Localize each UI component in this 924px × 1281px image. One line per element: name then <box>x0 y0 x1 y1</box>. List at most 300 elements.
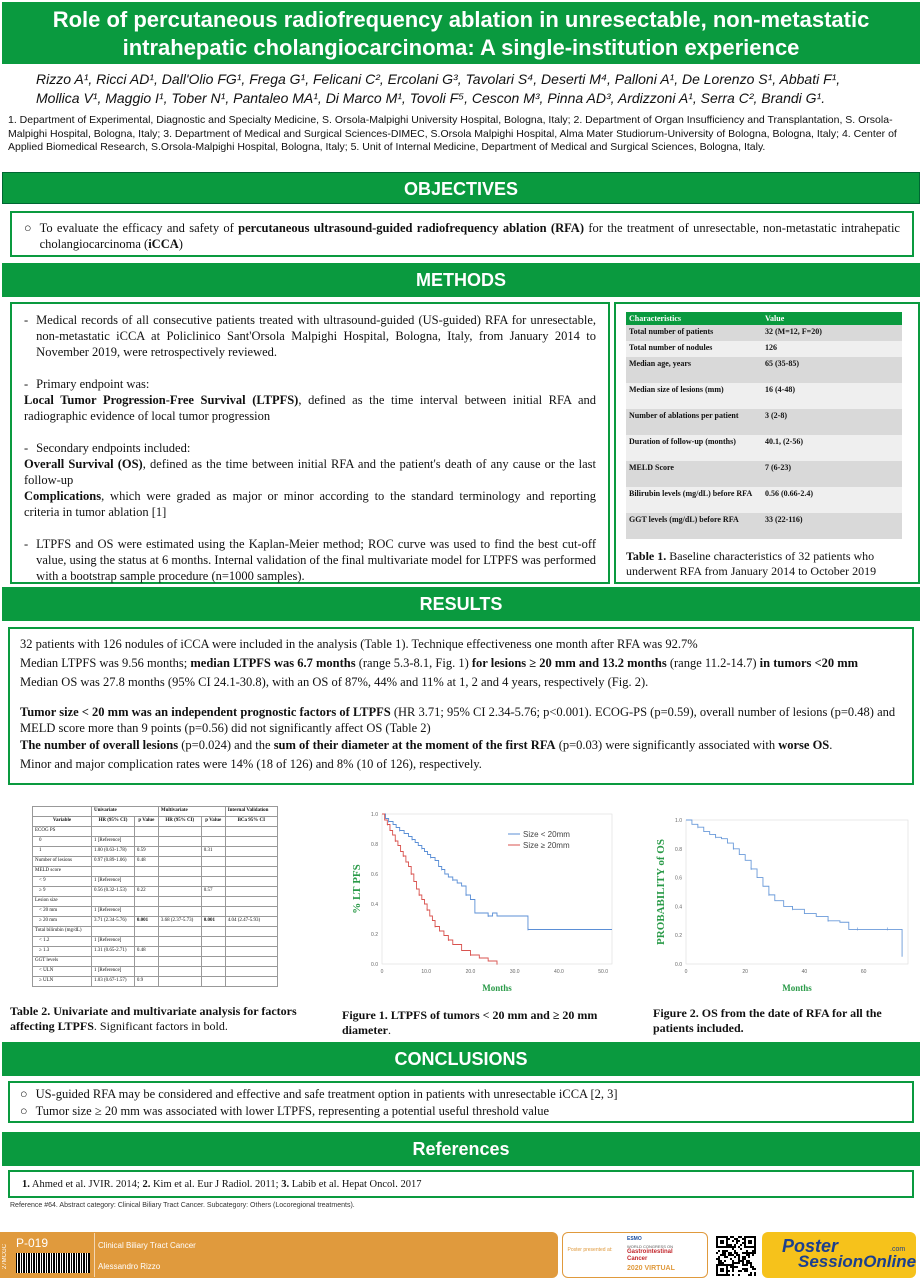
qr-module <box>724 1236 726 1238</box>
results-line-4b: (HR 3.71; 95% CI 2.34-5.76; p<0.001). ECOG-PS (p=0.59), overall number of lesions (p=0.48) and MELD score more than 9 points (p=0.56) did not significantly affect OS (Table 2) <box>20 705 896 735</box>
table1-key: Total number of nodules <box>626 341 762 357</box>
results-line-2f: in tumors <20 mm <box>759 656 859 670</box>
qr-module <box>746 1270 748 1272</box>
y-tick-label: 1.0 <box>371 812 378 818</box>
qr-module <box>734 1246 736 1248</box>
qr-module <box>716 1272 718 1274</box>
qr-module <box>754 1242 756 1244</box>
qr-module <box>732 1246 734 1248</box>
qr-module <box>744 1246 746 1248</box>
congress-line-1: WORLD CONGRESS ON <box>627 1244 674 1249</box>
table2-cell <box>158 937 201 947</box>
table2-cell: 0.59 <box>134 847 158 857</box>
table1-header-cell: Value <box>762 312 902 325</box>
qr-module <box>744 1236 746 1238</box>
table1-caption <box>626 549 906 579</box>
table2-cell <box>134 827 158 837</box>
qr-module <box>746 1250 748 1252</box>
qr-module <box>732 1254 734 1256</box>
qr-module <box>726 1242 728 1244</box>
qr-module <box>736 1242 738 1244</box>
table2-cell <box>201 957 225 967</box>
qr-module <box>732 1248 734 1250</box>
qr-module <box>716 1244 718 1246</box>
qr-module <box>732 1240 734 1242</box>
qr-module <box>734 1266 736 1268</box>
poster-title: Role of percutaneous radiofrequency ablation in unresectable, non-metastatic intrahepatic cholangiocarcinoma: A single-institution experience <box>2 2 920 64</box>
ref-1-num: 1. <box>22 1179 30 1190</box>
table-row <box>33 977 278 987</box>
table2-cell <box>225 897 277 907</box>
barcode-icon <box>16 1253 90 1273</box>
table1-row <box>626 461 902 487</box>
conclusions-box <box>8 1081 914 1123</box>
results-line-5c: sum of their diameter at the moment of the first RFA <box>273 738 556 752</box>
legend-label: Size ≥ 20mm <box>523 841 570 850</box>
qr-module <box>750 1236 752 1238</box>
table2-cell <box>201 857 225 867</box>
qr-module <box>718 1264 720 1266</box>
table2-cell <box>158 847 201 857</box>
methods-p1: Medical records of all consecutive patients treated with ultrasound-guided (US-guided) RFA for unresectable, non-metastatic iCCA at Policlinico Sant'Orsola Malpighi Hospital, Bologna, Italy, from January 2014 to November 2019, were retrospectively reviewed. <box>36 313 596 359</box>
qr-module <box>744 1264 746 1266</box>
table2-cell <box>201 927 225 937</box>
qr-module <box>744 1256 746 1258</box>
table2-cell <box>201 897 225 907</box>
y-tick-label: 0.8 <box>675 846 682 853</box>
table2-cell: 1.31 (0.65-2.71) <box>91 947 134 957</box>
qr-module <box>748 1252 750 1254</box>
qr-module <box>738 1260 740 1262</box>
table2-cell <box>91 897 134 907</box>
table1-key: Median age, years <box>626 357 762 383</box>
table2-cell <box>134 837 158 847</box>
brand-suffix: .com <box>890 1246 906 1253</box>
qr-module <box>730 1246 732 1248</box>
qr-module <box>716 1270 718 1272</box>
qr-module <box>742 1264 744 1266</box>
table2-caption <box>10 1004 330 1034</box>
table2-col-header: BCa 95% CI <box>225 817 277 827</box>
qr-module <box>724 1246 726 1248</box>
brand-part-1: Poster <box>782 1236 839 1256</box>
dash-marker: - <box>24 537 29 551</box>
qr-module <box>722 1264 724 1266</box>
section-results-header: RESULTS <box>2 587 920 621</box>
qr-module <box>732 1236 734 1238</box>
table2-cell: 0.001 <box>201 917 225 927</box>
results-line-5e: worse OS <box>778 738 830 752</box>
objectives-text-mid: for the treatment of unresectable, non-metastatic intrahepatic cholangiocarcinoma ( <box>39 221 900 251</box>
qr-module <box>742 1258 744 1260</box>
x-tick-label: 20 <box>742 969 748 975</box>
table2-cell <box>201 977 225 987</box>
x-tick-label: 0 <box>684 969 688 975</box>
table1-row <box>626 513 902 539</box>
conclusion-1: US-guided RFA may be considered and effective and safe treatment option in patients with unresectable iCCA [2, 3] <box>35 1087 618 1101</box>
table2-cell <box>225 947 277 957</box>
section-conclusions-header: CONCLUSIONS <box>2 1042 920 1076</box>
qr-module <box>742 1256 744 1258</box>
y-tick-label: 0.2 <box>371 932 378 938</box>
qr-module <box>754 1250 756 1252</box>
qr-module <box>736 1240 738 1242</box>
qr-module <box>740 1236 742 1238</box>
x-tick-label: 40 <box>801 969 808 975</box>
qr-module <box>720 1264 722 1266</box>
brand-part-2: SessionOnline <box>798 1252 917 1271</box>
y-tick-label: 0.6 <box>675 875 682 882</box>
qr-module <box>718 1246 720 1248</box>
qr-module <box>720 1270 722 1272</box>
table2-group-internal: Internal Validation <box>225 807 277 817</box>
qr-module <box>738 1274 740 1276</box>
table1-row <box>626 383 902 409</box>
methods-ltpfs-bold: Local Tumor Progression-Free Survival (LTPFS) <box>24 393 299 407</box>
qr-module <box>750 1262 752 1264</box>
qr-module <box>744 1270 746 1272</box>
table2-cell: GGT levels <box>33 957 92 967</box>
table2-cell: 0.31 <box>201 847 225 857</box>
methods-box <box>10 302 610 584</box>
qr-module <box>734 1250 736 1252</box>
qr-module <box>720 1260 722 1262</box>
table2-cell: 4.04 (2.47-5.93) <box>225 917 277 927</box>
qr-module <box>716 1268 718 1270</box>
qr-module <box>732 1264 734 1266</box>
table1-header-cell: Characteristics <box>626 312 762 325</box>
qr-module <box>716 1242 718 1244</box>
bullet-marker: ○ <box>20 1087 28 1101</box>
x-tick-label: 30.0 <box>509 969 520 975</box>
results-line-5d: (p=0.03) were significantly associated with <box>555 738 779 752</box>
table2-cell: MELD score <box>33 867 92 877</box>
qr-module <box>754 1248 756 1250</box>
table2-cell: 0.97 (0.89-1.06) <box>91 857 134 867</box>
table2-cell: 1 [Reference] <box>91 837 134 847</box>
qr-module <box>726 1272 728 1274</box>
table2-cell <box>158 867 201 877</box>
qr-module <box>722 1242 724 1244</box>
qr-module <box>722 1240 724 1242</box>
qr-module <box>752 1254 754 1256</box>
dash-marker: - <box>24 441 29 455</box>
methods-p4: LTPFS and OS were estimated using the Kaplan-Meier method; ROC curve was used to find the best cut-off value, using the status at 6 months. Internal validation of the final multivariate model for LTPFS was performed with a bootstrap sample procedure (n=1000 samples). <box>36 537 596 583</box>
qr-module <box>718 1236 720 1238</box>
table2-cell <box>134 927 158 937</box>
qr-module <box>716 1240 718 1242</box>
qr-module <box>726 1250 728 1252</box>
table2-cell: Total bilirubin (mg/dL) <box>33 927 92 937</box>
y-tick-label: 0.4 <box>371 902 378 908</box>
qr-module <box>742 1238 744 1240</box>
qr-module <box>732 1266 734 1268</box>
x-tick-label: 20.0 <box>465 969 476 975</box>
qr-module <box>750 1240 752 1242</box>
table1-key: Median size of lesions (mm) <box>626 383 762 409</box>
table1-key: Bilirubin levels (mg/dL) before RFA <box>626 487 762 513</box>
table-row <box>33 927 278 937</box>
qr-module <box>754 1274 756 1276</box>
congress-line-2: Gastrointestinal <box>627 1249 673 1255</box>
table2-cell <box>91 927 134 937</box>
figure2-caption: Figure 2. OS from the date of RFA for all the patients included. <box>653 1006 882 1035</box>
qr-module <box>744 1244 746 1246</box>
qr-module <box>728 1270 730 1272</box>
table2-cell <box>225 907 277 917</box>
qr-module <box>734 1256 736 1258</box>
qr-module <box>734 1252 736 1254</box>
table2-group-multivariate: Multivariate <box>158 807 225 817</box>
table1-caption-text: Baseline characteristics of 32 patients who underwent RFA from January 2014 to October 2019 <box>626 549 877 578</box>
postersessiononline-logo[interactable] <box>762 1232 916 1278</box>
ref-3-num: 3. <box>281 1179 290 1190</box>
figure1-caption <box>342 1008 632 1038</box>
table1-key: Number of ablations per patient <box>626 409 762 435</box>
qr-module <box>750 1264 752 1266</box>
methods-os-bold: Overall Survival (OS) <box>24 457 143 471</box>
table1-key: MELD Score <box>626 461 762 487</box>
congress-year: 2020 VIRTUAL <box>627 1265 675 1272</box>
table2-cell <box>158 967 201 977</box>
qr-module <box>724 1252 726 1254</box>
table2-cell <box>158 927 201 937</box>
dash-marker: - <box>24 377 29 391</box>
table2-cell: < 1.2 <box>33 937 92 947</box>
qr-module <box>738 1236 740 1238</box>
km-series-line <box>382 814 612 930</box>
qr-module <box>726 1264 728 1266</box>
qr-module <box>744 1242 746 1244</box>
qr-module <box>740 1244 742 1246</box>
x-axis-label: Months <box>482 983 512 993</box>
table1-row <box>626 357 902 383</box>
objectives-text-end: ) <box>178 237 183 251</box>
qr-module <box>754 1246 756 1248</box>
qr-module <box>726 1256 728 1258</box>
results-line-2c: (range 5.3-8.1, Fig. 1) <box>355 656 472 670</box>
table1-key: GGT levels (mg/dL) before RFA <box>626 513 762 539</box>
table2-cell: 0.48 <box>134 947 158 957</box>
qr-module <box>720 1236 722 1238</box>
qr-module <box>728 1254 730 1256</box>
table1-value: 7 (6-23) <box>762 461 902 487</box>
table2-cell <box>201 877 225 887</box>
qr-module <box>726 1236 728 1238</box>
qr-module <box>740 1270 742 1272</box>
qr-module <box>722 1274 724 1276</box>
table2-cell <box>158 897 201 907</box>
qr-module <box>718 1256 720 1258</box>
objectives-bold: percutaneous ultrasound-guided radiofrequency ablation (RFA) <box>238 221 584 235</box>
qr-module <box>738 1246 740 1248</box>
footer-poster-code: P-019 <box>16 1236 49 1250</box>
table1-value: 126 <box>762 341 902 357</box>
qr-module <box>750 1252 752 1254</box>
table2-cell: 1 [Reference] <box>91 967 134 977</box>
table1-row <box>626 341 902 357</box>
table2-cell <box>134 957 158 967</box>
methods-os-text: , defined as the time between initial RFA and the patient's death of any cause or the last follow-up <box>24 457 597 487</box>
legend-label: Size < 20mm <box>523 830 570 839</box>
table-row <box>33 837 278 847</box>
qr-code-icon[interactable] <box>716 1236 756 1276</box>
qr-module <box>750 1272 752 1274</box>
qr-module <box>738 1256 740 1258</box>
table-row <box>33 967 278 977</box>
objectives-box <box>10 211 914 257</box>
qr-module <box>726 1238 728 1240</box>
table2-cell <box>201 937 225 947</box>
objectives-bold-2: iCCA <box>148 237 179 251</box>
table2-container <box>32 806 282 987</box>
table-row <box>33 907 278 917</box>
qr-module <box>738 1240 740 1242</box>
congress-line-3: Cancer <box>627 1256 648 1262</box>
qr-module <box>730 1258 732 1260</box>
qr-module <box>746 1254 748 1256</box>
table2-cell: 0.9 <box>134 977 158 987</box>
table1-value: 32 (M=12, F=20) <box>762 325 902 341</box>
qr-module <box>754 1238 756 1240</box>
qr-module <box>748 1254 750 1256</box>
table2-cell: Lesion size <box>33 897 92 907</box>
section-methods-header: METHODS <box>2 263 920 297</box>
qr-module <box>736 1254 738 1256</box>
table2-cell: 1 [Reference] <box>91 877 134 887</box>
affiliations: 1. Department of Experimental, Diagnostic and Specialty Medicine, S. Orsola-Malpighi University Hospital, Bologna, Italy; 2. Department of Organ Insufficiency and Transplantation, S. Orsola-Malpighi Hospital, Bologna, Italy; 3. Department of Medical and Surgical Sciences-DIMEC, S.Orsola Malpighi Hospital, Alma Mater Studiorum-University of Bologna, Bologna, Italy; 4. Center of Applied Biomedical Research, S.Orsola-Malpighi Hospital, Bologna, Italy; 5. Unit of Internal Medicine, Department of Medical and Surgical Sciences, Bologna, Italy. <box>8 114 897 153</box>
y-tick-label: 0.2 <box>675 933 682 940</box>
qr-module <box>724 1256 726 1258</box>
table2-cell: ≥ 1.3 <box>33 947 92 957</box>
footer-category: Clinical Biliary Tract Cancer <box>98 1241 196 1250</box>
table2-cell <box>134 907 158 917</box>
table-row <box>33 897 278 907</box>
qr-module <box>746 1264 748 1266</box>
table2-col-header: HR (95% CI) <box>91 817 134 827</box>
congress-badge <box>562 1232 708 1278</box>
table1-row <box>626 435 902 461</box>
qr-module <box>720 1240 722 1242</box>
qr-module <box>716 1258 718 1260</box>
qr-module <box>734 1238 736 1240</box>
y-axis-label: % LT PFS <box>351 864 363 914</box>
qr-module <box>724 1254 726 1256</box>
qr-module <box>744 1258 746 1260</box>
table2-cell: 3.68 (2.37-5.73) <box>158 917 201 927</box>
table2-cell <box>201 967 225 977</box>
qr-module <box>738 1254 740 1256</box>
qr-module <box>754 1244 756 1246</box>
qr-module <box>742 1252 744 1254</box>
table2-cell: 0.57 <box>201 887 225 897</box>
qr-module <box>748 1262 750 1264</box>
qr-module <box>752 1266 754 1268</box>
table2-cell <box>225 827 277 837</box>
qr-module <box>744 1252 746 1254</box>
results-line-5b: (p=0.024) and the <box>178 738 274 752</box>
table1-value: 3 (2-8) <box>762 409 902 435</box>
table2-cell <box>201 947 225 957</box>
table2-cell <box>225 957 277 967</box>
table2-col-header: Variable <box>33 817 92 827</box>
table2-cell <box>225 837 277 847</box>
qr-module <box>740 1248 742 1250</box>
qr-module <box>716 1252 718 1254</box>
qr-module <box>716 1246 718 1248</box>
table2-cell <box>134 867 158 877</box>
qr-module <box>724 1274 726 1276</box>
qr-module <box>732 1270 734 1272</box>
table2-cell: 0.22 <box>134 887 158 897</box>
qr-module <box>716 1236 718 1238</box>
results-line-2e: (range 11.2-14.7) <box>666 656 760 670</box>
table2-cell <box>91 867 134 877</box>
qr-module <box>720 1262 722 1264</box>
qr-module <box>750 1242 752 1244</box>
results-line-1: 32 patients with 126 nodules of iCCA were included in the analysis (Table 1). Technique effectiveness one month after RFA was 92.7% <box>20 637 698 651</box>
table2-cell: 1 [Reference] <box>91 907 134 917</box>
qr-module <box>722 1268 724 1270</box>
table2-cell <box>158 877 201 887</box>
qr-module <box>750 1246 752 1248</box>
results-line-2d: for lesions ≥ 20 mm and 13.2 months <box>471 656 667 670</box>
table2-cell <box>201 837 225 847</box>
table2-cell <box>225 867 277 877</box>
qr-module <box>722 1254 724 1256</box>
table2-cell <box>225 977 277 987</box>
qr-module <box>728 1244 730 1246</box>
qr-module <box>732 1274 734 1276</box>
plot-frame <box>686 820 908 964</box>
qr-module <box>720 1254 722 1256</box>
ref-3: Labib et al. Hepat Oncol. 2017 <box>289 1179 422 1190</box>
results-box <box>8 627 914 785</box>
methods-ltpfs-text: , defined as the time interval between initial RFA and radiographic evidence of local tumor progression <box>24 393 596 423</box>
esmo-logo: ESMO <box>627 1236 642 1242</box>
methods-complications-bold: Complications <box>24 489 102 503</box>
table-row <box>33 827 278 837</box>
references-box <box>8 1170 914 1198</box>
results-line-6: Minor and major complication rates were 14% (18 of 126) and 8% (10 of 126), respectively. <box>20 757 482 771</box>
table-row <box>33 957 278 967</box>
table2-cell <box>158 977 201 987</box>
qr-module <box>728 1264 730 1266</box>
qr-module <box>728 1274 730 1276</box>
qr-module <box>742 1260 744 1262</box>
x-tick-label: 10.0 <box>421 969 432 975</box>
qr-module <box>746 1236 748 1238</box>
table2-cell: ≥ 9 <box>33 887 92 897</box>
figure-2-chart <box>646 802 916 1002</box>
y-tick-label: 1.0 <box>675 818 682 824</box>
km-series-line <box>686 820 902 957</box>
table2-cell <box>225 927 277 937</box>
table1-row <box>626 487 902 513</box>
table2-cell <box>158 957 201 967</box>
qr-module <box>746 1268 748 1270</box>
qr-module <box>752 1250 754 1252</box>
table2-cell <box>201 867 225 877</box>
qr-module <box>748 1240 750 1242</box>
table2-cell <box>134 877 158 887</box>
qr-module <box>746 1246 748 1248</box>
table2-cell <box>225 937 277 947</box>
table2-cell <box>134 967 158 977</box>
qr-module <box>746 1262 748 1264</box>
y-axis-label: PROBABILITY of OS <box>655 839 667 945</box>
qr-module <box>718 1260 720 1262</box>
